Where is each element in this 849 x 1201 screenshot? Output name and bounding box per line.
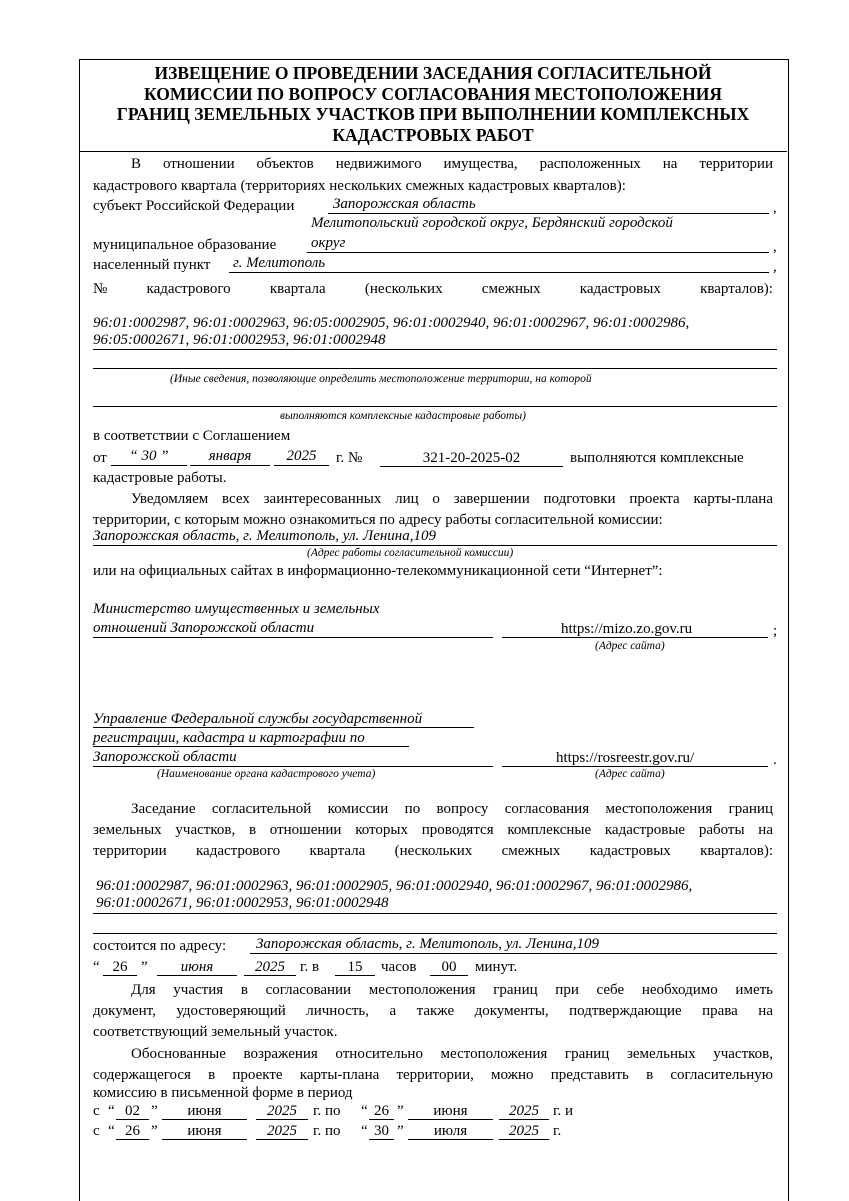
site2-url: https://rosreestr.gov.ru/ (556, 750, 695, 766)
period1-to: г. по (313, 1103, 341, 1119)
period1-day-2: 26 (374, 1103, 389, 1119)
period2-quote-1: “ (108, 1123, 115, 1139)
settlement-label: населенный пункт (93, 257, 211, 273)
site2-org-underline (93, 766, 493, 767)
municipality-value-line-2: округ (311, 235, 346, 251)
agreement-month-underline (190, 465, 270, 466)
period2-quote-3: “ (361, 1123, 368, 1139)
period1-day-2-underline (369, 1119, 394, 1120)
period1-year-1-underline (256, 1119, 308, 1120)
municipality-comma: , (773, 239, 777, 255)
site1-org-underline (93, 637, 493, 638)
period1-month-2-underline (408, 1119, 493, 1120)
period1-month-1: июня (187, 1103, 222, 1119)
quarters-list-2-blank-line (93, 933, 777, 934)
quarters-label-word: (нескольких (364, 281, 443, 297)
other-info-line-2 (93, 406, 777, 407)
quarters-label-word: кварталов): (700, 281, 773, 297)
notice-line-2: территории, с которым можно ознакомиться по адресу работы согласительной комиссии: (93, 512, 663, 528)
notice-line-3: или на официальных сайтах в информационно-телекоммуникационной сети “Интернет”: (93, 563, 663, 579)
agreement-tail: выполняются комплексные (570, 450, 744, 466)
objections-line-3: комиссию в письменной форме в период (93, 1085, 353, 1101)
period2-day-2: 30 (374, 1123, 389, 1139)
agreement-line-3: кадастровые работы. (93, 470, 227, 486)
quarters-list-1-line-1: 96:01:0002987, 96:01:0002963, 96:05:0002905, 96:01:0002940, 96:01:0002967, 96:01:0002986, (93, 315, 690, 331)
period1-quote-1: “ (108, 1103, 115, 1119)
venue-month-underline (157, 975, 237, 976)
venue-day-underline (103, 975, 137, 976)
site1-semicolon: ; (773, 623, 778, 639)
period1-year-1: 2025 (267, 1103, 297, 1119)
venue-label: состоится по адресу: (93, 938, 227, 954)
objections-line-1: Обоснованные возражения относительно местоположения границ земельных участков, (131, 1046, 773, 1062)
quarters-label-word: кадастрового (146, 281, 231, 297)
period2-to: г. по (313, 1123, 341, 1139)
site2-org-line-3: Запорожской области (93, 749, 237, 765)
period2-month-1-underline (162, 1139, 247, 1140)
notice-address: Запорожская область, г. Мелитополь, ул. Ленина,109 (93, 528, 437, 544)
subject-label: субъект Российской Федерации (93, 198, 295, 214)
title-line-4: КАДАСТРОВЫХ РАБОТ (332, 124, 534, 145)
quarters-list-2-line-2: 96:01:0002671, 96:01:0002953, 96:01:0002948 (96, 895, 389, 911)
municipality-value-line-1: Мелитопольский городской округ, Бердянский городской (311, 215, 673, 231)
municipality-label: муниципальное образование (93, 237, 277, 253)
agreement-year-suffix: г. № (336, 450, 363, 466)
subject-value: Запорожская область (333, 196, 476, 212)
period1-from: с (93, 1103, 100, 1119)
period2-year-2: 2025 (509, 1123, 539, 1139)
site2-org-line-2-underline (93, 746, 409, 747)
period2-year-2-underline (499, 1139, 549, 1140)
site1-org-line-1: Министерство имущественных и земельных (93, 601, 380, 617)
agreement-day: “ 30 ” (129, 448, 169, 464)
other-info-line-1 (93, 368, 777, 369)
participation-line-2: документ, удостоверяющий личность, а также документы, подтверждающие права на (93, 1003, 773, 1019)
venue-hour: 15 (347, 959, 363, 975)
site1-url-caption: (Адрес сайта) (595, 640, 665, 652)
site1-org-line-2: отношений Запорожской области (93, 620, 315, 636)
site1-url: https://mizo.zo.gov.ru (561, 621, 693, 637)
venue-year-underline (244, 975, 296, 976)
notice-line-1: Уведомляем всех заинтересованных лиц о завершении подготовки проекта карты-плана (131, 491, 773, 507)
quarters-list-2-line-1: 96:01:0002987, 96:01:0002963, 96:01:0002905, 96:01:0002940, 96:01:0002967, 96:01:0002986, (96, 878, 693, 894)
venue-hours-word: часов (381, 959, 417, 975)
subject-comma: , (773, 200, 777, 216)
period2-month-2: июля (433, 1123, 468, 1139)
quarters-list-1-underline (93, 349, 777, 350)
quarters-list-1-line-2: 96:05:0002671, 96:01:0002953, 96:01:0002948 (93, 332, 386, 348)
notice-title (79, 63, 787, 145)
settlement-comma: , (773, 259, 777, 275)
period2-from: с (93, 1123, 100, 1139)
period1-end: г. и (553, 1103, 573, 1119)
intro-line-1: В отношении объектов недвижимого имущества, расположенных на территории (131, 156, 773, 172)
agreement-year-underline (274, 465, 329, 466)
period1-month-1-underline (162, 1119, 247, 1120)
venue-minute-underline (430, 975, 468, 976)
venue-address: Запорожская область, г. Мелитополь, ул. Ленина,109 (256, 936, 600, 952)
agreement-number: 321-20-2025-02 (422, 450, 521, 466)
meeting-line-3: территории кадастрового квартала (нескольких смежных кадастровых кварталов): (93, 843, 773, 859)
agreement-day-underline (111, 465, 187, 466)
agreement-from: от (93, 450, 107, 466)
participation-line-3: соответствующий земельный участок. (93, 1024, 338, 1040)
site2-period: . (773, 752, 777, 768)
site2-org-line-1: Управление Федеральной службы государственной (93, 711, 423, 727)
agreement-month: января (208, 448, 252, 464)
site1-url-underline (502, 637, 768, 638)
quarters-label-word: квартала (269, 281, 326, 297)
period1-quote-4: ” (397, 1103, 404, 1119)
period1-quote-2: ” (151, 1103, 158, 1119)
agreement-line-1: в соответствии с Соглашением (93, 428, 291, 444)
quarters-list-2-underline (93, 913, 777, 914)
venue-quote-close: ” (141, 959, 148, 975)
site2-org-line-1-underline (93, 727, 474, 728)
period1-day-1-underline (116, 1119, 149, 1120)
other-info-caption-2: выполняются комплексные кадастровые работы) (280, 410, 526, 422)
period2-day-1-underline (116, 1139, 149, 1140)
site2-org-line-2: регистрации, кадастра и картографии по (93, 730, 365, 746)
venue-hour-underline (335, 975, 375, 976)
participation-line-1: Для участия в согласовании местоположения границ при себе необходимо иметь (131, 982, 773, 998)
period2-quote-2: ” (151, 1123, 158, 1139)
intro-line-2: кадастрового квартала (территориях нескольких смежных кадастровых кварталов): (93, 178, 626, 194)
venue-minute: 00 (441, 959, 457, 975)
period2-month-2-underline (408, 1139, 493, 1140)
period2-day-1: 26 (125, 1123, 140, 1139)
period1-year-2-underline (499, 1119, 549, 1120)
venue-year-suffix: г. в (300, 959, 320, 975)
period2-day-2-underline (369, 1139, 394, 1140)
venue-year: 2025 (255, 959, 285, 975)
venue-day: 26 (112, 959, 128, 975)
quarters-label (93, 280, 773, 298)
period2-year-1: 2025 (267, 1123, 297, 1139)
quarters-label-word: кадастровых (579, 281, 661, 297)
period1-month-2: июня (433, 1103, 468, 1119)
title-line-3: ГРАНИЦ ЗЕМЕЛЬНЫХ УЧАСТКОВ ПРИ ВЫПОЛНЕНИИ КОМПЛЕКСНЫХ (116, 104, 750, 124)
period1-day-1: 02 (125, 1103, 140, 1119)
title-line-2: КОМИССИИ ПО ВОПРОСУ СОГЛАСОВАНИЯ МЕСТОПОЛОЖЕНИЯ (144, 83, 722, 104)
site2-org-caption: (Наименование органа кадастрового учета) (157, 768, 376, 780)
site2-url-underline (502, 766, 768, 767)
municipality-underline (307, 252, 769, 253)
period2-end: г. (553, 1123, 562, 1139)
venue-month: июня (180, 959, 214, 975)
other-info-caption-1: (Иные сведения, позволяющие определить местоположение территории, на которой (170, 373, 592, 385)
title-line-1: ИЗВЕЩЕНИЕ О ПРОВЕДЕНИИ ЗАСЕДАНИЯ СОГЛАСИТЕЛЬНОЙ (154, 63, 712, 83)
agreement-year: 2025 (286, 448, 317, 464)
settlement-underline (229, 272, 769, 273)
objections-line-2: содержащегося в проекте карты-плана территории, можно представить в согласительную (93, 1067, 773, 1083)
venue-minutes-word: минут. (475, 959, 518, 975)
venue-address-underline (250, 953, 777, 954)
site2-url-caption: (Адрес сайта) (595, 768, 665, 780)
period2-month-1: июня (187, 1123, 222, 1139)
meeting-line-1: Заседание согласительной комиссии по вопросу согласования местоположения границ (131, 801, 773, 817)
quarters-label-word: № (93, 281, 108, 297)
agreement-number-underline (380, 466, 563, 467)
period2-quote-4: ” (397, 1123, 404, 1139)
quarters-label-word: смежных (481, 281, 541, 297)
period1-quote-3: “ (361, 1103, 368, 1119)
period1-year-2: 2025 (509, 1103, 539, 1119)
meeting-line-2: земельных участков, в отношении которых проводятся комплексные кадастровые работы на (93, 822, 773, 838)
period2-year-1-underline (256, 1139, 308, 1140)
notice-address-underline (93, 545, 777, 546)
notice-address-caption: (Адрес работы согласительной комиссии) (307, 547, 514, 559)
venue-quote-open: “ (93, 959, 100, 975)
settlement-value: г. Мелитополь (233, 255, 326, 271)
